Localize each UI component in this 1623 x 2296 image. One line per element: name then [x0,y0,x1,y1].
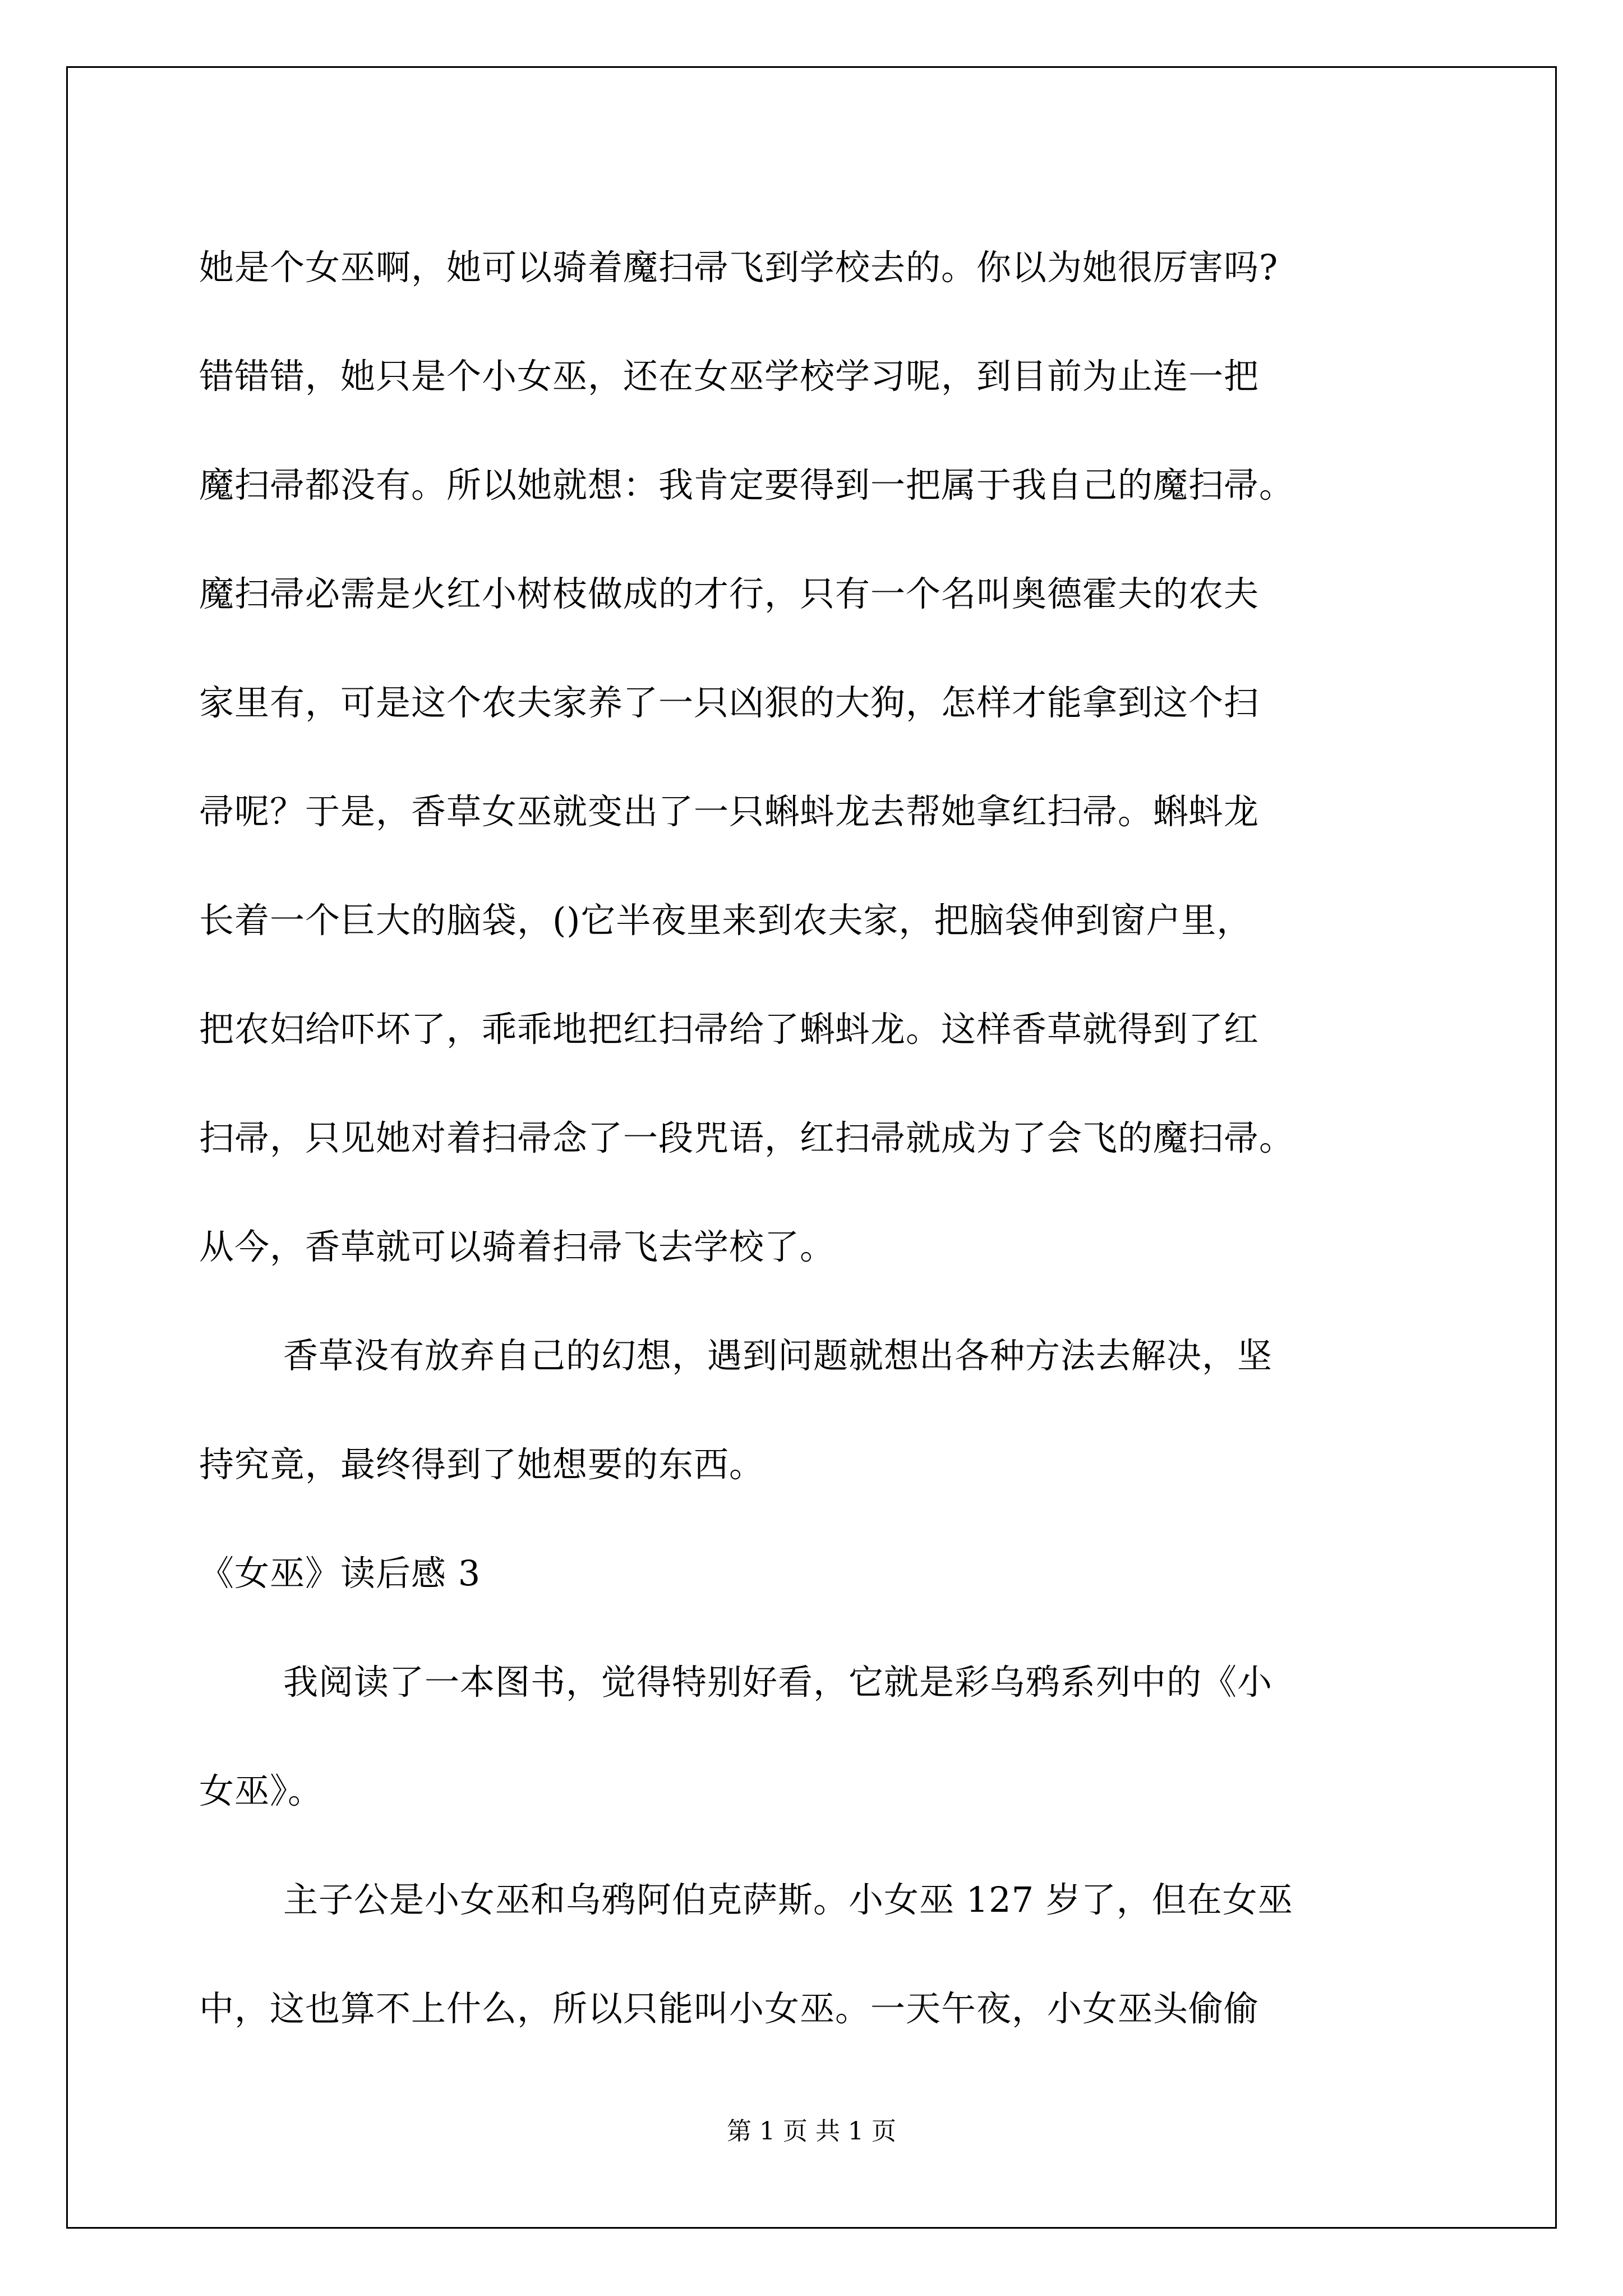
document-body [199,213,1427,2063]
text-line-2: 错错错，她只是个小女巫，还在女巫学校学习呢，到目前为止连一把 [199,356,1260,397]
text-line-1: 她是个女巫啊，她可以骑着魔扫帚飞到学校去的。你以为她很厉害吗? [199,247,1279,288]
text-line-14: 我阅读了一本图书，觉得特别好看，它就是彩乌鸦系列中的《小 [283,1662,1273,1703]
text-line-3: 魔扫帚都没有。所以她就想：我肯定要得到一把属于我自己的魔扫帚。 [199,464,1295,505]
text-line-12: 持究竟，最终得到了她想要的东西。 [199,1444,765,1485]
text-line-16: 主子公是小女巫和乌鸦阿伯克萨斯。小女巫 127 岁了，但在女巫 [283,1879,1293,1920]
page-footer: 第 1 页 共 1 页 [727,2117,896,2146]
text-line-17: 中，这也算不上什么，所以只能叫小女巫。一天午夜，小女巫头偷偷 [199,1988,1260,2029]
text-line-8: 把农妇给吓坏了，乖乖地把红扫帚给了蝌蚪龙。这样香草就得到了红 [199,1009,1260,1050]
text-line-15: 女巫》。 [199,1770,324,1811]
text-line-11: 香草没有放弃自己的幻想，遇到问题就想出各种方法去解决，坚 [283,1335,1273,1376]
text-line-4: 魔扫帚必需是火红小树枝做成的才行，只有一个名叫奥德霍夫的农夫 [199,573,1260,614]
text-line-9: 扫帚，只见她对着扫帚念了一段咒语，红扫帚就成为了会飞的魔扫帚。 [199,1117,1295,1158]
text-line-6: 帚呢？于是，香草女巫就变出了一只蝌蚪龙去帮她拿红扫帚。蝌蚪龙 [199,791,1260,832]
text-line-7: 长着一个巨大的脑袋，()它半夜里来到农夫家，把脑袋伸到窗户里， [199,900,1252,941]
section-heading: 《女巫》读后感 3 [199,1553,481,1594]
text-line-10: 从今，香草就可以骑着扫帚飞去学校了。 [199,1226,836,1267]
text-line-5: 家里有，可是这个农夫家养了一只凶狠的大狗，怎样才能拿到这个扫 [199,682,1260,723]
